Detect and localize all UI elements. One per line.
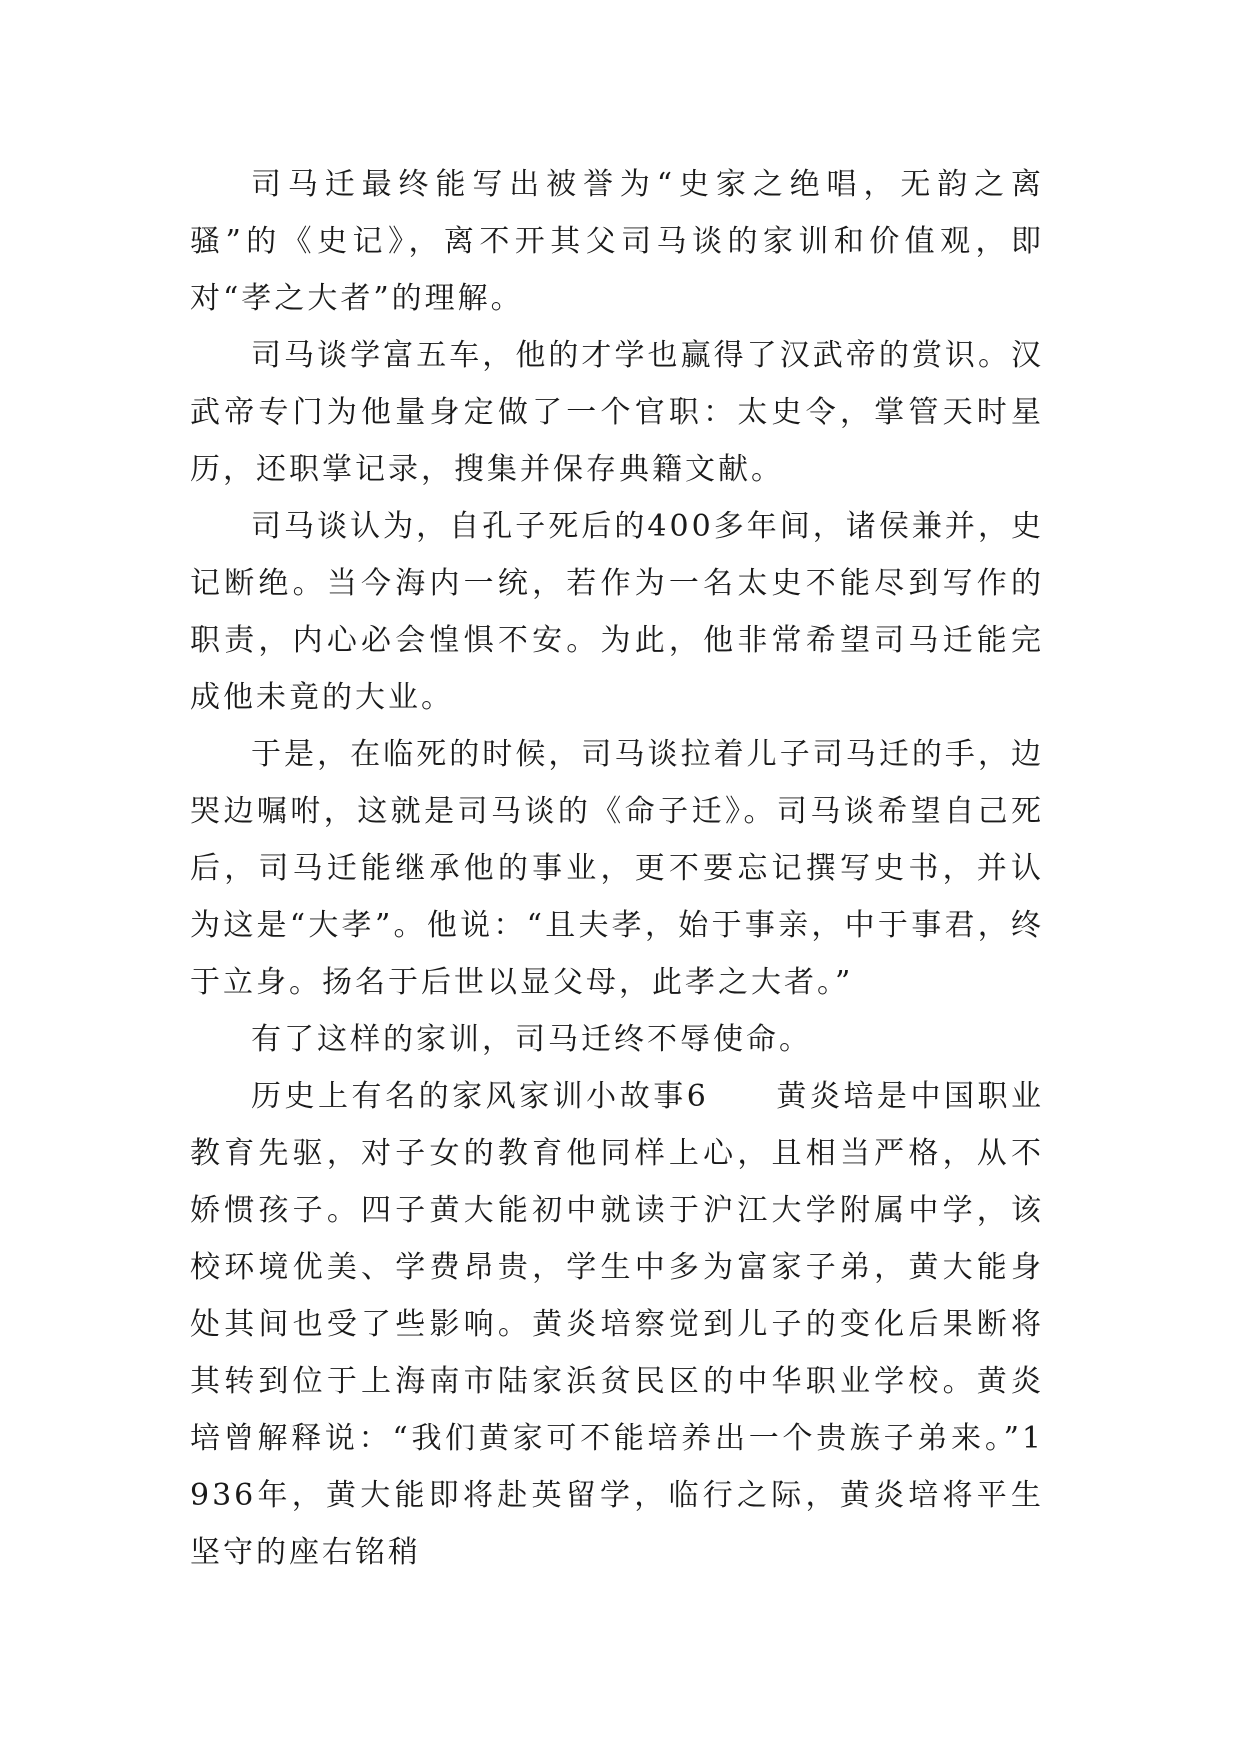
paragraph-sima-tan-view: 司马谈认为，自孔子死后的400多年间，诸侯兼并，史记断绝。当今海内一统，若作为一名太史不能尽到写作的职责，内心必会惶惧不安。为此，他非常希望司马迁能完成他未竟的大业。: [190, 509, 1044, 715]
paragraph-sima-tan-official: 司马谈学富五车，他的才学也赢得了汉武帝的赏识。汉武帝专门为他量身定做了一个官职：太史令，掌管天时星历，还职掌记录，搜集并保存典籍文献。: [190, 338, 1044, 487]
paragraph-mission: 有了这样的家训，司马迁终不辱使命。: [251, 1022, 812, 1057]
document-body: [190, 156, 1044, 1581]
paragraph-huang-yanpei: 历史上有名的家风家训小故事6 黄炎培是中国职业教育先驱，对子女的教育他同样上心，且相当严格，从不娇惯孩子。四子黄大能初中就读于沪江大学附属中学，该校环境优美、学费昂贵，学生中多为富家子弟，黄大能身处其间也受了些影响。黄炎培察觉到儿子的变化后果断将其转到位于上海南市陆家浜贫民区的中华职业学校。黄炎培曾解释说：“我们黄家可不能培养出一个贵族子弟来。”1936年，黄大能即将赴英留学，临行之际，黄炎培将平生坚守的座右铭稍: [190, 1079, 1044, 1570]
paragraph-sima-qian-shiji: 司马迁最终能写出被誉为“史家之绝唱，无韵之离骚”的《史记》，离不开其父司马谈的家训和价值观，即对“孝之大者”的理解。: [190, 167, 1044, 316]
paragraph-ming-zi-qian: 于是，在临死的时候，司马谈拉着儿子司马迁的手，边哭边嘱咐，这就是司马谈的《命子迁》。司马谈希望自己死后，司马迁能继承他的事业，更不要忘记撰写史书，并认为这是“大孝”。他说：“且夫孝，始于事亲，中于事君，终于立身。扬名于后世以显父母，此孝之大者。”: [190, 737, 1044, 1000]
